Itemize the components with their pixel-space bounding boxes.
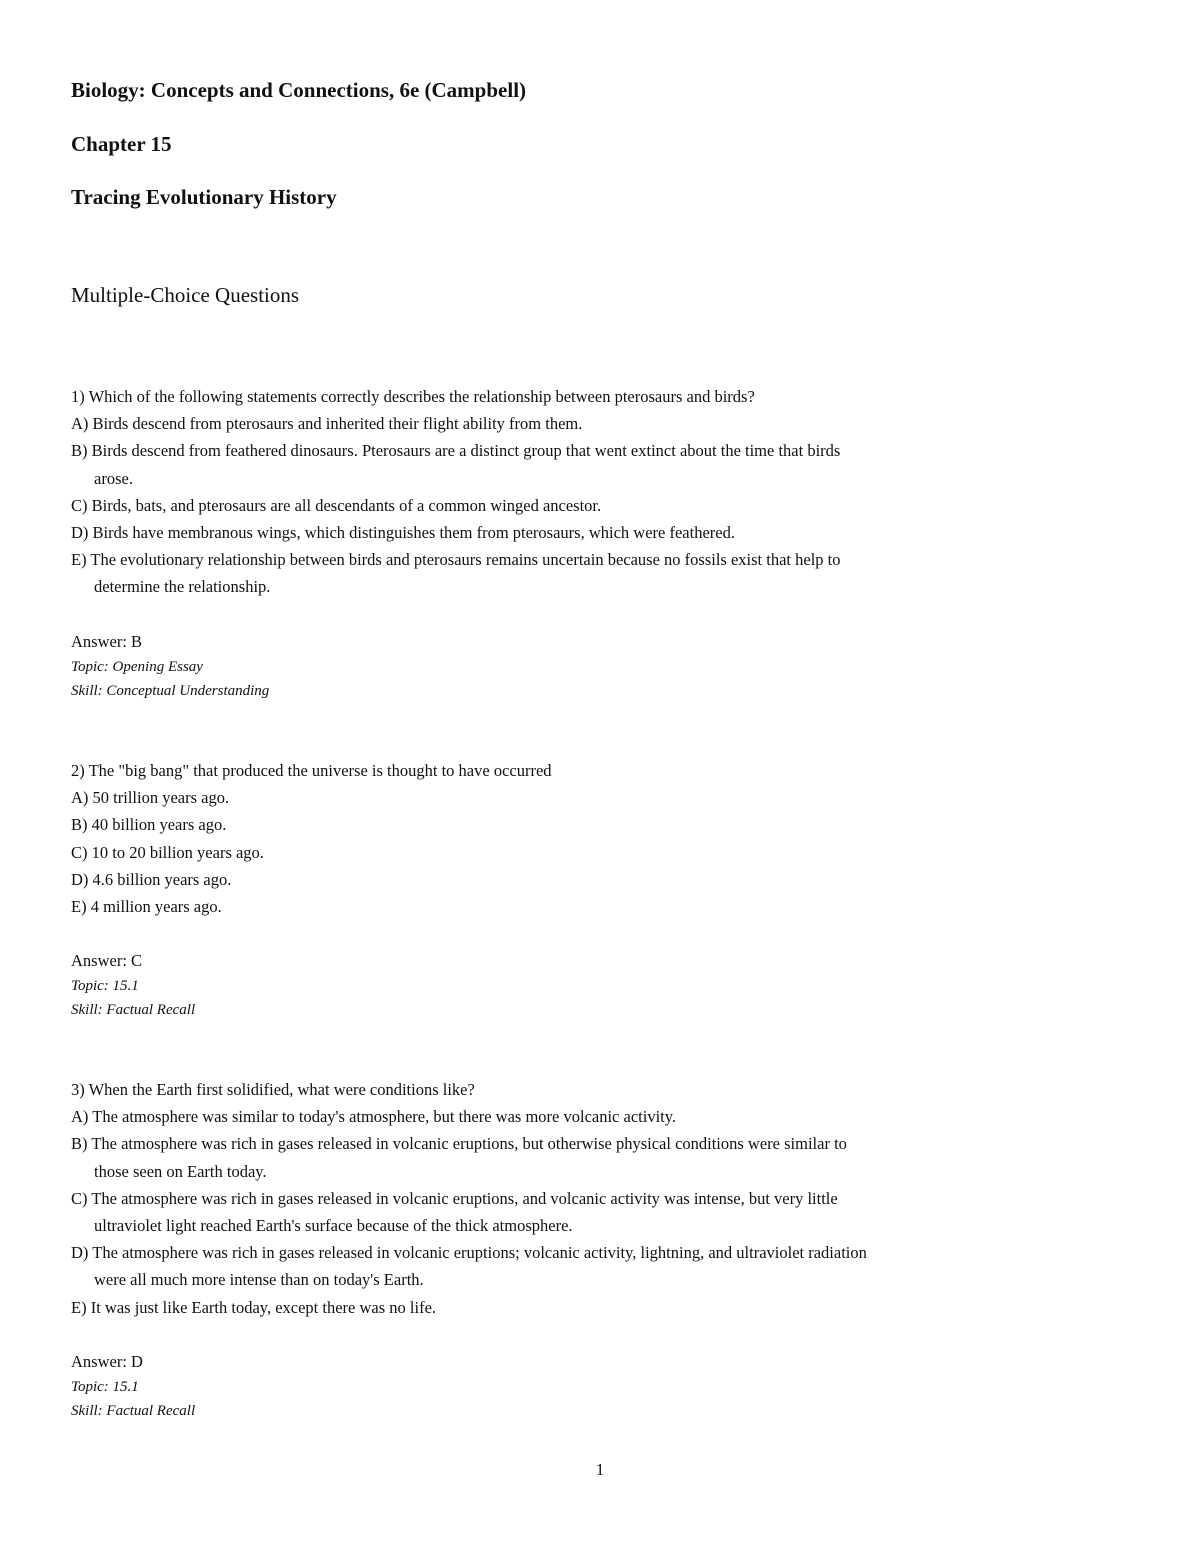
topic-text: Topic: 15.1 [71, 978, 139, 995]
option-b [71, 811, 1031, 838]
question-3 [71, 1076, 1031, 1423]
option-line-continued: determine the relationship. [94, 577, 271, 597]
option-b [71, 1130, 1031, 1184]
question-2 [71, 757, 1031, 1022]
option-line: C) The atmosphere was rich in gases released in volcanic eruptions, and volcanic activity was intense, but very little [71, 1188, 838, 1208]
option-e [71, 546, 1031, 600]
chapter-title: Tracing Evolutionary History [71, 185, 337, 209]
option-e [71, 1294, 1031, 1321]
answer-block [71, 947, 1031, 1022]
answer-text: Answer: D [71, 1351, 143, 1371]
option-line: D) 4.6 billion years ago. [71, 869, 232, 889]
answer-block [71, 1348, 1031, 1423]
question-stem: 2) The "big bang" that produced the universe is thought to have occurred [71, 761, 552, 780]
skill-text: Skill: Factual Recall [71, 1402, 196, 1419]
option-line-continued: those seen on Earth today. [94, 1161, 267, 1181]
section-title: Multiple-Choice Questions [71, 283, 300, 307]
answer-block [71, 628, 1031, 703]
answer-text: Answer: B [71, 631, 143, 651]
chapter-number: Chapter 15 [71, 132, 172, 156]
option-line-continued: were all much more intense than on today's Earth. [94, 1270, 424, 1290]
book-title: Biology: Concepts and Connections, 6e (Campbell) [71, 78, 527, 102]
question-stem: 3) When the Earth first solidified, what were conditions like? [71, 1080, 475, 1099]
option-c [71, 492, 1031, 519]
option-line-continued: arose. [94, 468, 133, 488]
option-d [71, 519, 1031, 546]
skill-text: Skill: Conceptual Understanding [71, 682, 270, 699]
option-line: A) 50 trillion years ago. [71, 788, 230, 808]
option-line: B) Birds descend from feathered dinosaurs. Pterosaurs are a distinct group that went extinct about the time that birds [71, 441, 841, 461]
topic-text: Topic: Opening Essay [71, 658, 203, 675]
topic-text: Topic: 15.1 [71, 1378, 139, 1395]
option-line-continued: ultraviolet light reached Earth's surface because of the thick atmosphere. [94, 1215, 573, 1235]
option-line: B) 40 billion years ago. [71, 815, 227, 835]
option-a [71, 410, 1031, 437]
option-line: D) Birds have membranous wings, which distinguishes them from pterosaurs, which were feathered. [71, 522, 735, 542]
skill-text: Skill: Factual Recall [71, 1002, 196, 1019]
option-e [71, 893, 1031, 920]
option-line: A) The atmosphere was similar to today's atmosphere, but there was more volcanic activity. [71, 1107, 677, 1127]
option-line: E) It was just like Earth today, except there was no life. [71, 1297, 437, 1317]
option-d [71, 1239, 1031, 1293]
page-number: 1 [595, 1460, 605, 1479]
option-line: C) 10 to 20 billion years ago. [71, 842, 264, 862]
option-d [71, 866, 1031, 893]
answer-text: Answer: C [71, 951, 143, 971]
option-line: E) The evolutionary relationship between birds and pterosaurs remains uncertain because no fossils exist that help to [71, 550, 841, 570]
option-line: A) Birds descend from pterosaurs and inherited their flight ability from them. [71, 414, 583, 434]
option-a [71, 1103, 1031, 1130]
option-line: C) Birds, bats, and pterosaurs are all descendants of a common winged ancestor. [71, 495, 602, 515]
option-line: B) The atmosphere was rich in gases released in volcanic eruptions, but otherwise physical conditions were similar to [71, 1134, 847, 1154]
question-stem: 1) Which of the following statements correctly describes the relationship between pterosaurs and birds? [71, 387, 755, 406]
question-1 [71, 383, 1031, 703]
option-line: D) The atmosphere was rich in gases released in volcanic eruptions; volcanic activity, lightning, and ultraviolet radiation [71, 1243, 867, 1263]
option-a [71, 784, 1031, 811]
option-c [71, 1185, 1031, 1239]
option-b [71, 437, 1031, 491]
option-c [71, 839, 1031, 866]
option-line: E) 4 million years ago. [71, 896, 222, 916]
